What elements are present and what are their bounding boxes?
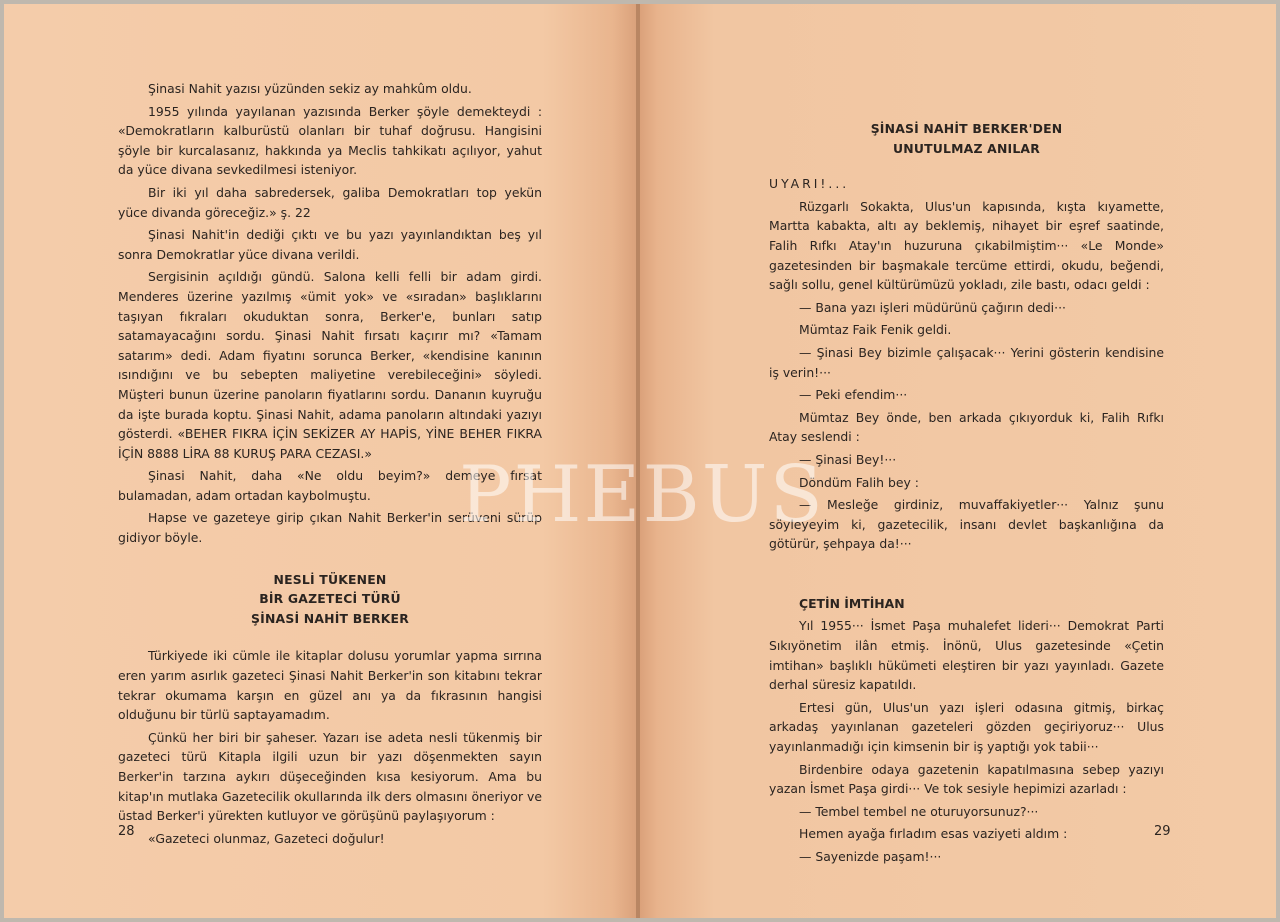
section-title-line: BİR GAZETECİ TÜRÜ	[259, 591, 401, 607]
paragraph: Çünkü her biri bir şaheser. Yazarı ise adeta nesli tükenmiş bir gazeteci türü Kitapla ilgili uzun bir yazı döşenmekten sayın Berker'in tarzına aykırı düşeceğinden kısa kesiyorum. Ama bu kitap'ın mutlaka Gazetecilik okullarında ilk ders olmasını öneriyor ve üstad Berker'i yürekten kutluyor ve görüşünü paylaşıyorum :	[118, 729, 542, 824]
paragraph: Mümtaz Faik Fenik geldi.	[799, 322, 952, 338]
paragraph: Hemen ayağa fırladım esas vaziyeti aldım :	[799, 826, 1068, 842]
paragraph: — Şinasi Bey!···	[799, 451, 897, 467]
watermark: PHEBUS	[459, 450, 825, 540]
page-number-right: 29	[1154, 824, 1171, 839]
chapter-title	[769, 119, 1164, 158]
paragraph: — Şinasi Bey bizimle çalışacak··· Yerini gösterin kendisine iş verin!···	[769, 344, 1164, 380]
paragraph: Şinasi Nahit, daha «Ne oldu beyim?» demeye fırsat bulamadan, adam ortadan kaybolmuştu.	[118, 468, 542, 503]
chapter-title-line: UNUTULMAZ ANILAR	[893, 140, 1040, 156]
paragraph: Sergisinin açıldığı gündü. Salona kelli felli bir adam girdi. Menderes üzerine yazılmış «ümit yok» ve «sıradan» başlıklarını taşıyan fıkraları okuduktan sonra, Berker'e, bunları satıp satamayacağını sordu. Şinasi Nahit fırsatı kaçırır mı? «Tamam satarım» dedi. Adam fiyatını sorunca Berker, «kendisine kanının ısındığını ve bu sebepten maliyetine verebileceğini» söyledi. Müşteri bunun üzerine panoların fiyatlarını sordu. Dananın kuyruğu da işte burada koptu. Şinasi Nahit, adama panoların altındaki yazıyı gösterdi. «BEHER FIKRA İÇİN SEKİZER AY HAPİS, YİNE BEHER FIKRA İÇİN 8888 LİRA 88 KURUŞ PARA CEZASI.»	[118, 269, 542, 461]
book-gutter	[636, 4, 640, 918]
section-title	[118, 570, 542, 629]
paragraph: Yıl 1955··· İsmet Paşa muhalefet lideri··· Demokrat Parti Sıkıyönetim ilân etmiş. İnönü, Ulus gazetesinde «Çetin imtihan» başlıklı hükümeti eleştiren bir yazı yayınladı. Gazete derhal süresiz kapatıldı.	[769, 618, 1164, 693]
paragraph: — Tembel tembel ne oturuyorsunuz?···	[799, 803, 1039, 819]
paragraph: Hapse ve gazeteye girip çıkan Nahit Berker'in serüveni sürüp gidiyor böyle.	[118, 510, 542, 546]
paragraph: 1955 yılında yayılanan yazısında Berker şöyle demekteydi : «Demokratların kalburüstü olanları bir tuhaf doğrusu. Hangisini şöyle bir kurcalasanız, hakkında ya Meclis tahkikatı açılıyor, yahut da yüce divana sevkedilmesi isteniyor.	[118, 103, 542, 178]
paragraph: Şinasi Nahit yazısı yüzünden sekiz ay mahkûm oldu.	[148, 81, 472, 96]
section-title: ÇETİN İMTİHAN	[799, 595, 905, 611]
section-title-line: ŞİNASİ NAHİT BERKER	[251, 610, 409, 626]
left-page-text	[118, 79, 542, 851]
paragraph: — Peki efendim···	[799, 387, 908, 403]
paragraph: Birdenbire odaya gazetenin kapatılmasına sebep yazıyı yazan İsmet Paşa girdi··· Ve tok sesiyle hepimizi azarladı :	[769, 761, 1164, 797]
section-title-line: NESLİ TÜKENEN	[273, 571, 387, 587]
page-number-left: 28	[118, 824, 135, 839]
paragraph: Türkiyede iki cümle ile kitaplar dolusu yorumlar yapma sırrına eren yarım asırlık gazeteci Şinasi Nahit Berker'in son kitabını tekrar tekrar okumama karşın en güzel anı ya da fıkrasının hangisi olduğunu bir türlü saptayamadım.	[118, 648, 542, 723]
chapter-title-line: ŞİNASİ NAHİT BERKER'DEN	[870, 121, 1063, 136]
paragraph: Mümtaz Bey önde, ben arkada çıkıyorduk ki, Falih Rıfkı Atay seslendi :	[769, 409, 1164, 445]
paragraph: Ertesi gün, Ulus'un yazı işleri odasına gitmiş, birkaç arkadaş yayınlanan gazeteleri gözden geçiriyoruz··· Ulus yayınlanmadığı için kimsenin bir iş yaptığı yok tabii···	[769, 699, 1164, 755]
paragraph: «Gazeteci olunmaz, Gazeteci doğulur!	[148, 830, 385, 846]
paragraph: Döndüm Falih bey :	[799, 474, 919, 490]
paragraph: Rüzgarlı Sokakta, Ulus'un kapısında, kışta kıyamette, Martta kabakta, altı ay beklemiş, nihayet bir eşref saatinde, Falih Rıfkı Atay'ın huzuruna çıkabilmiştim··· «Le Monde» gazetesinden bir başmakale tercüme ettirdi, okudu, beğendi, sağlı sollu, genel kültürümüzü yokladı, zile bastı, odacı geldi :	[769, 198, 1164, 293]
paragraph: Şinasi Nahit'in dediği çıktı ve bu yazı yayınlandıktan beş yıl sonra Demokratlar yüce divana verildi.	[118, 227, 542, 262]
paragraph: Bir iki yıl daha sabredersek, galiba Demokratları top yekün yüce divanda göreceğiz.» ş. 22	[118, 184, 542, 220]
paragraph: — Bana yazı işleri müdürünü çağırın dedi···	[799, 299, 1066, 315]
right-page-text	[769, 119, 1164, 870]
paragraph: — Mesleğe girdiniz, muvaffakiyetler··· Yalnız şunu söyleyeyim ki, gazetecilik, insanı devlet başkanlığına da götürür, şehpaya da!···	[769, 497, 1164, 552]
warning-label: UYARI!...	[769, 176, 850, 192]
paragraph: — Sayenizde paşam!···	[799, 849, 942, 864]
